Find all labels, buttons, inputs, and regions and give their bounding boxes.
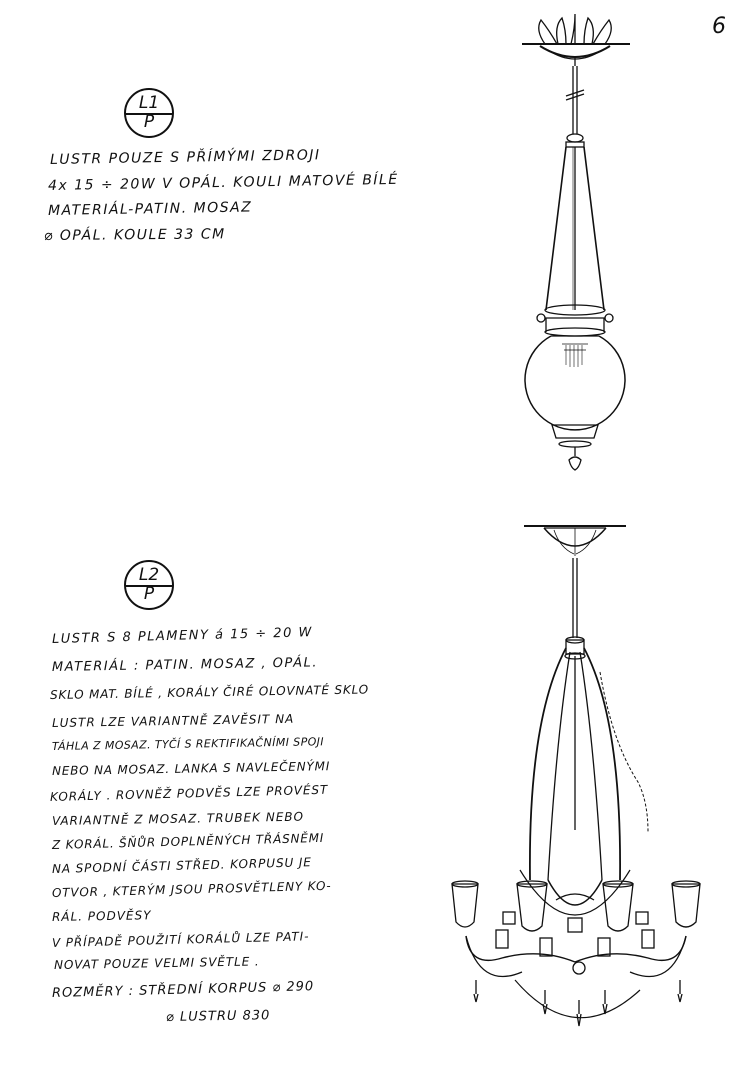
l2-line: SKLO MAT. BÍLÉ , KORÁLY ČIRÉ OLOVNATÉ SKLO	[49, 682, 370, 702]
l2-line: ROZMĚRY : STŘEDNÍ KORPUS ⌀ 290	[51, 979, 315, 1001]
l1-line: ⌀ OPÁL. KOULE 33 CM	[43, 226, 226, 244]
badge-l2-label: L2	[138, 565, 160, 585]
l1-chandelier-drawing	[522, 14, 630, 470]
l2-line: RÁL. PODVĚSY	[51, 908, 152, 924]
badge-l1-label: L1	[138, 93, 160, 113]
l2-line: VARIANTNĚ Z MOSAZ. TRUBEK NEBO	[51, 809, 305, 828]
l2-line: LUSTR LZE VARIANTNĚ ZAVĚSIT NA	[51, 711, 295, 730]
l2-line: LUSTR S 8 PLAMENY á 15 ÷ 20 W	[51, 625, 314, 647]
l2-line: Z KORÁL. ŠŇŮR DOPLNĚNÝCH TŘÁSNĚMI	[51, 830, 325, 852]
l2-line: OTVOR , KTERÝM JSOU PROSVĚTLENY KO-	[51, 878, 332, 900]
badge-l1-sublabel: P	[143, 112, 155, 132]
l1-line: MATERIÁL-PATIN. MOSAZ	[47, 199, 253, 219]
l2-line: MATERIÁL : PATIN. MOSAZ , OPÁL.	[51, 655, 319, 675]
badge-l2-sublabel: P	[143, 584, 155, 604]
l2-chandelier-drawing	[452, 526, 700, 1026]
l2-line: TÁHLA Z MOSAZ. TYČÍ S REKTIFIKAČNÍMI SPOJI	[51, 735, 325, 753]
l2-line: ⌀ LUSTRU 830	[165, 1008, 271, 1025]
l2-line: NOVAT POUZE VELMI SVĚTLE .	[53, 954, 260, 972]
l2-line: KORÁLY . ROVNĚŽ PODVĚS LZE PROVÉST	[49, 782, 329, 804]
l2-line: V PŘÍPADĚ POUŽITÍ KORÁLŮ LZE PATI-	[51, 929, 310, 950]
l1-line: 4x 15 ÷ 20W V OPÁL. KOULI MATOVÉ BÍLÉ	[47, 171, 399, 194]
l1-line: LUSTR POUZE S PŘÍMÝMI ZDROJI	[49, 147, 321, 168]
l2-line: NEBO NA MOSAZ. LANKA S NAVLEČENÝMI	[51, 759, 331, 778]
page-number: 6	[712, 14, 726, 39]
l2-line: NA SPODNÍ ČÁSTI STŘED. KORPUSU JE	[51, 855, 312, 876]
